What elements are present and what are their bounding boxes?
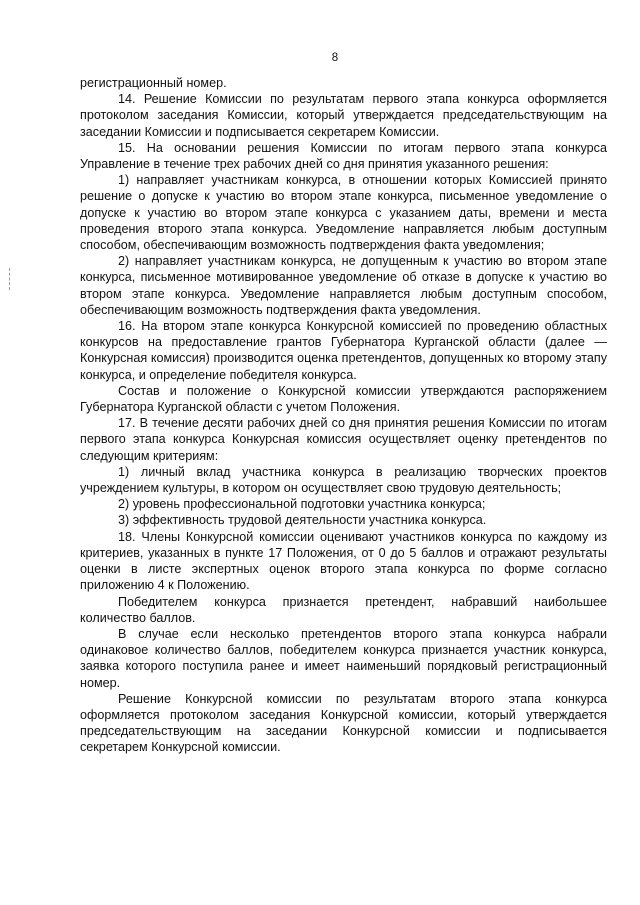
paragraph: 2) направляет участникам конкурса, не допущенным к участию во втором этапе конкурса, письменное мотивированное уведомление об отказе в допуске к участию во втором этапе конкурса. Уведомление направляется любым доступным способом, обеспечивающим возможность подтверждения факта уведомления.	[80, 254, 607, 317]
paragraph: 3) эффективность трудовой деятельности участника конкурса.	[118, 513, 487, 528]
paragraph: 2) уровень профессиональной подготовки участника конкурса;	[118, 497, 486, 512]
paragraph: 1) личный вклад участника конкурса в реализацию творческих проектов учреждением культуры, в котором он осуществляет свою трудовую деятельность;	[80, 464, 607, 496]
paragraph: Решение Конкурсной комиссии по результатам второго этапа конкурса оформляется протоколом заседания Конкурсной комиссии, который утверждается председательствующим на заседании Конкурсной комиссии и подписывается секретарем Конкурсной комиссии.	[80, 691, 607, 755]
paragraph: 14. Решение Комиссии по результатам первого этапа конкурса оформляется протоколом заседания Комиссии, который утверждается председательствующим на заседании Комиссии и подписывается секретарем Комиссии.	[80, 92, 607, 139]
paragraph: 1) направляет участникам конкурса, в отношении которых Комиссией принято решение о допуске к участию во втором этапе конкурса, письменное уведомление о допуске к участию во втором этапе конкурса с указанием даты, времени и места проведения второго этапа конкурса. Уведомление направляется любым доступным способом, обеспечивающим возможность подтверждения факта уведомления;	[80, 173, 607, 253]
paragraph: Победителем конкурса признается претендент, набравший наибольшее количество баллов.	[80, 594, 607, 625]
scan-margin-mark	[9, 268, 12, 290]
paragraph: 15. На основании решения Комиссии по итогам первого этапа конкурса Управление в течение трех рабочих дней со дня принятия указанного решения:	[80, 140, 607, 172]
paragraph: регистрационный номер.	[80, 76, 227, 90]
paragraph: 18. Члены Конкурсной комиссии оценивают участников конкурса по каждому из критериев, указанных в пункте 17 Положения, от 0 до 5 баллов и отражают результаты оценки в листе экспертных оценок второго этапа конкурса по форме согласно приложению 4 к Положению.	[80, 529, 607, 593]
paragraph: 16. На втором этапе конкурса Конкурсной комиссией по проведению областных конкурсов на предоставление грантов Губернатора Курганской области (далее — Конкурсная комиссия) производится оценка претендентов, допущенных ко второму этапу конкурса, и определение победителя конкурса.	[80, 319, 607, 382]
paragraph: 17. В течение десяти рабочих дней со дня принятия решения Комиссии по итогам первого этапа конкурса Конкурсная комиссия осуществляет оценку претендентов по следующим критериям:	[80, 416, 607, 463]
paragraph: Состав и положение о Конкурсной комиссии утверждаются распоряжением Губернатора Курганской области с учетом Положения.	[80, 383, 607, 415]
page-number: 8	[331, 52, 339, 64]
document-body	[80, 75, 607, 756]
paragraph: В случае если несколько претендентов второго этапа конкурса набрали одинаковое количество баллов, победителем конкурса признается участник конкурса, заявка которого поступила ранее и имеет наименьший порядковый регистрационный номер.	[80, 626, 607, 690]
